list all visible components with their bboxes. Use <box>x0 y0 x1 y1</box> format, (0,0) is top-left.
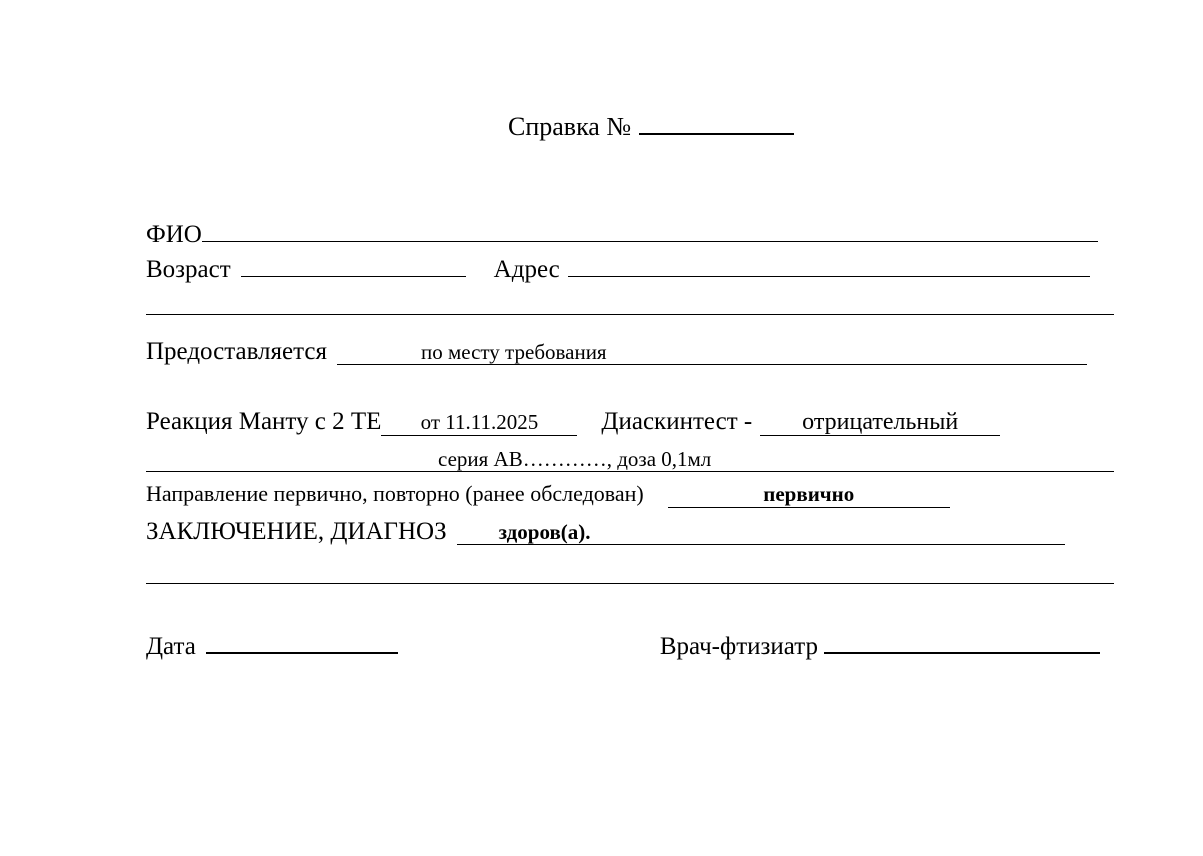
fio-label: ФИО <box>146 221 202 248</box>
doctor-signature-blank[interactable] <box>824 635 1100 654</box>
age-blank[interactable] <box>241 259 466 277</box>
diaskintest-value[interactable]: отрицательный <box>760 409 1000 436</box>
mantoux-label: Реакция Манту с 2 ТЕ <box>146 408 382 435</box>
address-continuation-blank[interactable] <box>146 314 1114 315</box>
date-label: Дата <box>146 633 196 660</box>
provided-label: Предоставляется <box>146 338 327 365</box>
mantoux-row <box>146 408 1000 436</box>
doctor-label: Врач-фтизиатр <box>659 633 818 660</box>
address-label: Адрес <box>493 256 560 283</box>
referral-value[interactable]: первично <box>668 481 950 508</box>
referral-label: Направление первично, повторно (ранее обследован) <box>146 481 644 506</box>
conclusion-continuation-blank[interactable] <box>146 583 1114 584</box>
conclusion-value[interactable]: здоров(а). <box>457 519 1065 545</box>
address-blank[interactable] <box>568 259 1090 277</box>
conclusion-label: ЗАКЛЮЧЕНИЕ, ДИАГНОЗ <box>146 518 447 545</box>
series-row <box>146 446 1114 472</box>
diaskintest-label: Диаскинтест - <box>601 408 753 435</box>
age-address-row <box>146 256 1090 284</box>
referral-row <box>146 481 950 508</box>
provided-row <box>146 338 1087 366</box>
age-label: Возраст <box>146 256 231 283</box>
provided-value[interactable]: по месту требования <box>337 339 1087 365</box>
date-blank[interactable] <box>206 635 398 654</box>
signature-row <box>146 633 1100 661</box>
series-value[interactable]: серия АВ…………, доза 0,1мл <box>146 446 1114 472</box>
document-title-row <box>508 112 794 142</box>
fio-blank[interactable] <box>202 224 1098 242</box>
conclusion-row <box>146 518 1065 546</box>
mantoux-date-value[interactable]: от 11.11.2025 <box>381 409 577 436</box>
fio-row <box>146 221 1098 249</box>
certificate-number-blank[interactable] <box>639 113 794 135</box>
page-title: Справка № <box>508 112 632 141</box>
